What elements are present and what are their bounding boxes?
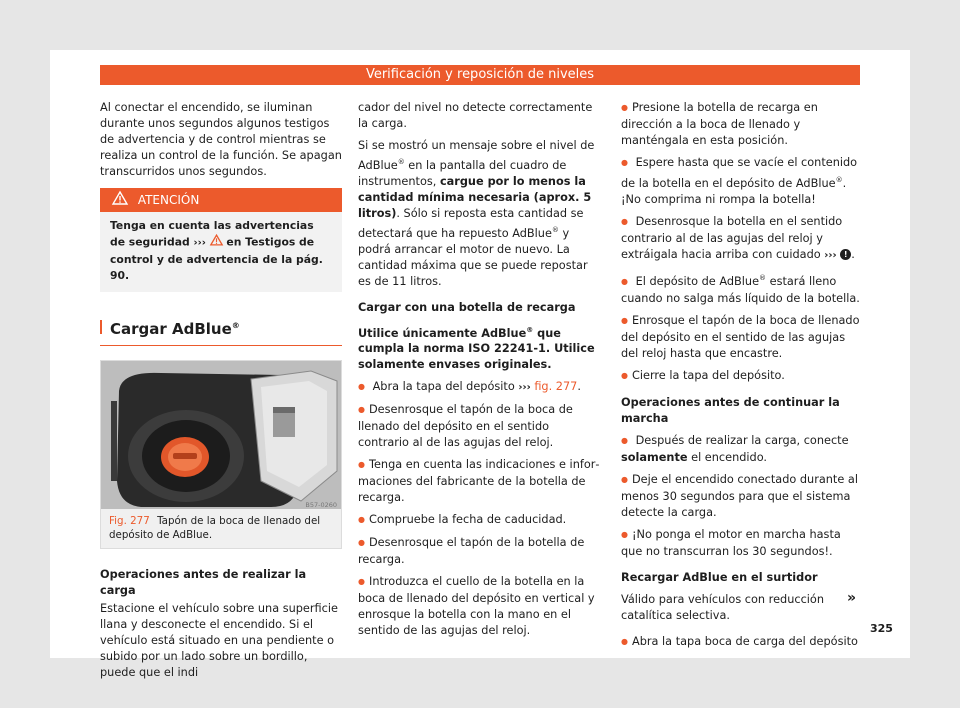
station-paragraph: Válido para vehículos con reducción catalítica selectiva. xyxy=(621,592,824,622)
section-header: Verificación y reposición de niveles xyxy=(100,65,860,85)
warning-title: ATENCIÓN xyxy=(137,193,200,207)
adblue-filler-illustration xyxy=(101,361,341,509)
title-accent-bar xyxy=(100,320,102,334)
figure-code: B57-0260 xyxy=(305,500,337,509)
list-item: ● Desenrosque el tapón de la boca de llenado del depósito en el sentido contrario al de las agujas del reloj. xyxy=(358,402,600,451)
intro-paragraph: Al conectar el encendido, se iluminan durante unos segundos algunos testigos de advertencia y de control mientras se realiza un control de la función. Se apagan transcurridos unos segundos. xyxy=(100,101,342,178)
section-title: Cargar AdBlue® xyxy=(100,318,342,346)
figure-label: Fig. 277 xyxy=(109,514,150,527)
subheading-bottle: Cargar con una botella de recarga xyxy=(358,300,576,314)
exclamation-circle-icon[interactable]: ! xyxy=(840,249,851,260)
list-item: ● ¡No ponga el motor en marcha hasta que no transcurran los 30 segundos!. xyxy=(621,527,861,560)
list-item: ● Después de realizar la carga, conecte solamente el encendido. xyxy=(621,433,861,466)
list-item: ● El depósito de AdBlue® estará lleno cuando no salga más líquido de la botella. xyxy=(621,270,861,307)
message-paragraph: Si se mostró un mensaje sobre el nivel de AdBlue® en la pantalla del cuadro de instrumentos, cargue por lo menos la cantidad mínima necesaria (aprox. 5 litros). Sólo si reposta esta cantidad se detectará que ha repuesto AdBlue® y podrá arrancar el motor de nuevo. La cantidad máxima que se puede repostar es de 11 litros. xyxy=(358,139,595,288)
list-item: ● Desenrosque el tapón de la botella de recarga. xyxy=(358,535,600,568)
list-item: ● Abra la tapa boca de carga del depósito xyxy=(621,634,861,651)
column-1 xyxy=(100,100,342,687)
figure-277 xyxy=(100,360,342,549)
figure-reference-link[interactable]: fig. 277 xyxy=(534,380,578,394)
column-2 xyxy=(358,100,600,645)
subheading-station: Recargar AdBlue en el surtidor xyxy=(621,570,818,584)
list-item: ● Enrosque el tapón de la boca de llenado del depósito en el sentido de las agujas del reloj hasta que encastre. xyxy=(621,313,861,362)
warning-header xyxy=(100,188,342,212)
list-item: ● Tenga en cuenta las indicaciones e informaciones del fabricante de la botella de recarga. xyxy=(358,457,600,506)
list-item: ● Cierre la tapa del depósito. xyxy=(621,368,861,385)
warning-box xyxy=(100,188,342,292)
list-item: ● Presione la botella de recarga en dirección a la boca de llenado y manténgala en esta posición. xyxy=(621,100,861,149)
column-3 xyxy=(621,100,861,657)
subheading-after: Operaciones antes de continuar la marcha xyxy=(621,395,840,425)
warning-page-link[interactable]: en Testigos de control y de advertencia de la pág. 90. xyxy=(110,235,323,282)
list-item: ● Abra la tapa del depósito ››› fig. 277. xyxy=(358,379,600,396)
reference-arrows: ››› xyxy=(193,237,206,249)
list-item: ● Compruebe la fecha de caducidad. xyxy=(358,512,600,529)
operations-paragraph: Estacione el vehículo sobre una superficie llana y desconecte el encendido. Si el vehículo está situado en una pendiente o subido por un lado sobre un bordillo, puede que el indi xyxy=(100,601,338,679)
figure-caption: Fig. 277 Tapón de la boca de llenado del depósito de AdBlue. xyxy=(101,509,341,548)
warning-text: Tenga en cuenta las advertencias de seguridad ››› en Testigos de control y de advertencia de la pág. 90. xyxy=(110,219,323,282)
manual-page xyxy=(50,50,910,679)
list-item: ● Deje el encendido conectado durante al menos 30 segundos para que el sistema detecte la carga. xyxy=(621,472,861,521)
list-item: ● Introduzca el cuello de la botella en la boca de llenado del depósito en vertical y enrosque la botella con la mano en el sentido de las agujas del reloj. xyxy=(358,574,600,639)
continue-arrow: » xyxy=(847,590,857,606)
page-number: 325 xyxy=(870,622,893,635)
norm-paragraph: Utilice únicamente AdBlue® que cumpla la norma ISO 22241-1. Utilice solamente envases originales. xyxy=(358,325,595,372)
warning-triangle-icon xyxy=(210,234,223,251)
warning-triangle-icon xyxy=(112,191,128,210)
subheading-operations: Operaciones antes de realizar la carga xyxy=(100,567,307,597)
continued-paragraph: cador del nivel no detecte correctamente la carga. xyxy=(358,101,593,130)
list-item: ● Espere hasta que se vacíe el contenido de la botella en el depósito de AdBlue®. ¡No comprima ni rompa la botella! xyxy=(621,155,861,208)
list-item: ● Desenrosque la botella en el sentido contrario al de las agujas del reloj y extráigala hacia arriba con cuidado ››› ! . xyxy=(621,214,861,264)
